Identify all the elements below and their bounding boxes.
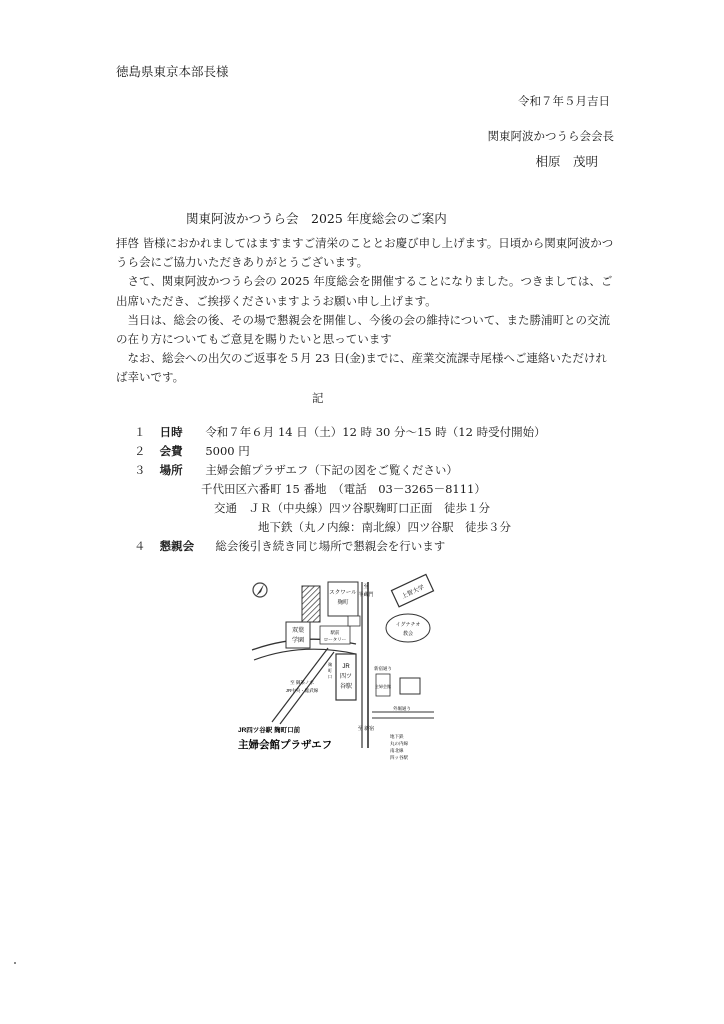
body-text (116, 234, 616, 388)
location-map (232, 572, 462, 768)
map-label-jr: JR (342, 664, 350, 670)
map-label-street-top: 至 (363, 584, 369, 590)
item-fee (134, 443, 250, 459)
map-label-sophia: 上智大学 (401, 584, 426, 601)
plaza-f-building (302, 586, 320, 622)
item-datetime (134, 424, 546, 440)
place-address: 千代田区六番町 15 番地 （電話 03－3265－8111） (201, 482, 486, 496)
body-paragraph: なお、総会への出欠のご返事を５月 23 日(金)までに、産業交流課寺尾様へご連絡いただければ幸いです。 (116, 351, 607, 385)
map-label-rotary: 駅前 (330, 630, 340, 635)
item-number: ２ (134, 444, 146, 458)
map-caption-small: JR四ツ谷駅 麹町口前 (238, 727, 301, 734)
map-label-plaza: 主婦会館 (375, 684, 391, 689)
place-access-metro: 地下鉄（丸ノ内線：南北線）四ツ谷駅 徒歩３分 (258, 520, 511, 534)
map-metro-note: 地下鉄 (390, 734, 404, 739)
map-label-street-bottom: 至 新宿 (357, 726, 375, 732)
body-paragraph: さて、関東阿波かつうら会の 2025 年度総会を開催することになりました。つきましては、ご出席いただき、ご挨拶くださいますようお願い申し上げます。 (116, 274, 613, 308)
svg-text:丸の内線: 丸の内線 (390, 741, 408, 746)
map-label-street-mid: 新宿通り (374, 666, 392, 671)
document-title: 関東阿波かつうら会 2025 年度総会のご案内 (186, 211, 447, 226)
sender-name: 相原 茂明 (535, 154, 598, 169)
item-place (134, 462, 458, 478)
item-value: 5000 円 (205, 444, 250, 458)
item-label: 会費 (159, 444, 183, 458)
item-label: 懇親会 (159, 539, 195, 553)
item-number: ３ (134, 463, 146, 477)
item-number: ４ (134, 539, 146, 553)
map-label-ignatius: イグナチオ (395, 622, 421, 628)
compass-icon (253, 583, 267, 597)
scan-speck (14, 962, 16, 964)
map-label-school: 双葉 (291, 628, 305, 634)
svg-text:半蔵門: 半蔵門 (358, 592, 374, 598)
svg-text:口: 口 (328, 674, 332, 679)
st-ignatius-church (386, 614, 430, 642)
item-number: １ (134, 425, 146, 439)
svg-text:南北線: 南北線 (390, 748, 404, 753)
map-caption-big: 主婦会館プラザエフ (238, 739, 333, 751)
svg-text:四ッ谷駅: 四ッ谷駅 (390, 755, 408, 760)
svg-text:四ツ: 四ツ (339, 674, 353, 680)
svg-text:麹町: 麹町 (337, 600, 349, 606)
body-paragraph: 拝啓 皆様におかれましてはますますご清栄のこととお慶び申し上げます。日頃から関東阿波かつうら会にご協力いただきありがとうございます。 (116, 236, 614, 270)
recipient: 徳島県東京本部長様 (116, 64, 229, 79)
item-party (134, 538, 445, 554)
svg-text:麹: 麹 (328, 662, 332, 667)
item-label: 場所 (159, 463, 183, 477)
item-value: 主婦会館プラザエフ（下記の図をご覧ください） (205, 463, 458, 477)
map-label-ochanomizu: 至 御茶ノ水 (290, 680, 314, 685)
svg-text:JR中央・総武線: JR中央・総武線 (285, 688, 319, 693)
futaba-school-building (286, 622, 310, 648)
svg-text:学園: 学園 (291, 638, 305, 644)
svg-text:教会: 教会 (402, 631, 414, 637)
sender-org: 関東阿波かつうら会会長 (487, 129, 614, 143)
svg-text:町: 町 (328, 668, 332, 673)
svg-text:谷駅: 谷駅 (339, 684, 353, 690)
item-label: 日時 (159, 425, 183, 439)
ki-heading: 記 (312, 391, 324, 405)
place-access-jr: 交通 ＪＲ（中央線）四ツ谷駅麹町口正面 徒歩１分 (214, 501, 490, 515)
item-value: 令和７年６月 14 日（土）12 時 30 分～15 時（12 時受付開始） (205, 425, 546, 439)
item-value: 総会後引き続き同じ場所で懇親会を行います (215, 539, 446, 553)
date: 令和７年５月吉日 (518, 94, 610, 108)
square-kojimachi-building (328, 582, 358, 616)
svg-text:ロータリー: ロータリー (323, 637, 347, 642)
railway (272, 648, 328, 722)
body-paragraph: 当日は、総会の後、その場で懇親会を開催し、今後の会の維持について、また勝浦町との交流の在り方についてもご意見を賜りたいと思っています (116, 312, 611, 347)
map-label-gaibori: 外堀通り (393, 706, 411, 711)
map-label-square: スクワール (329, 590, 357, 596)
